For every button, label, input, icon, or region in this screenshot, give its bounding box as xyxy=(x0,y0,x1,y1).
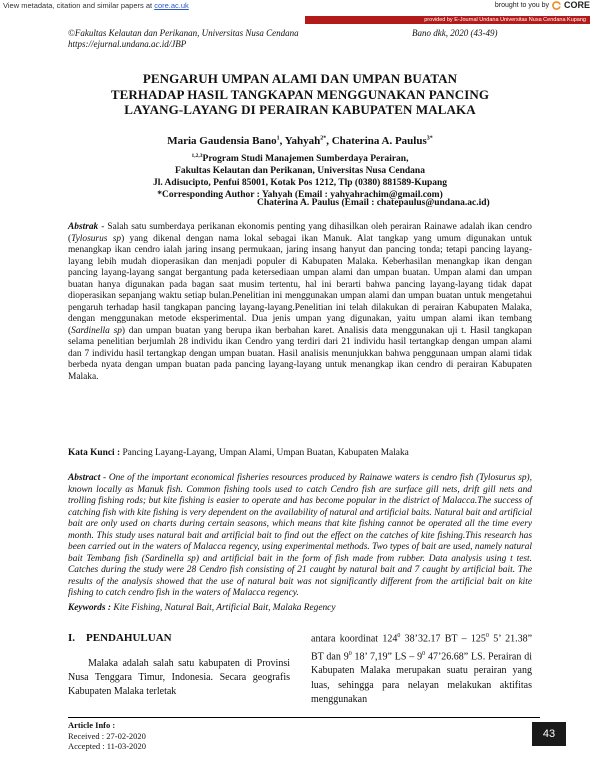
affiliation-block: $^{1,2,3}$Program Studi Manajemen Sumberdaya Perairan, Fakultas Kelautan dan Perikanan, Universitas Nusa Cendana Jl. Adisucipto, Penfui 85001, Kotak Pos 1212, Tlp (0380) 881589-Kupang *Corresponding Author : Yahyah (Email : yahyahrachim@gmail.com) xyxy=(68,150,532,201)
core-logo-text: CORE xyxy=(563,0,590,10)
faculty-line: ©Fakultas Kelautan dan Perikanan, Universitas Nusa Cendana xyxy=(68,28,299,38)
provided-by-bar[interactable]: provided by E-Journal Undana Universitas Nusa Cendana Kupang xyxy=(305,16,590,24)
corresponding-author: *Corresponding Author : Yahyah (Email : yahyahrachim@gmail.com) xyxy=(157,190,443,201)
brought-by-text: brought to you by xyxy=(494,1,549,9)
abstract-english: Abstract - One of the important economical fisheries resources produced by Rainawe waters is cendro fish (Tylosurus sp), known locally as Manuk fish. Common fishing tools used to catch Cendro fish are surface gill nets, drift gill nets and trolling fishing rods; but kite fishing is easier to operate and has become popular in the district of Malacca.The success of catching fish with kite fishing is very dependent on the availability of natural and artificial baits. Natural bait and artificial bait are only used on charts during certain seasons, which means that kite fishing cannot be operated all the time every month. This study uses natural bait and artificial bait to find out the effect on the catches of kite fishing.This research has been carried out in the waters of Malacca regency, using experimental methods. Two types of bait are used, namely natural bait Tembang fish (Sardinella sp) and artificial bait in the form of fish made from rubber. Data analysis using t test. Catches during the study were 28 Cendro fish consisting of 21 caught by natural bait and 7 caught by artificial bait. The results of the analysis showed that the use of natural bait was not significantly different from the artificial bait on kite fishing to catch cendro fish in the waters of Malacca regency. xyxy=(68,473,532,598)
abstrak-label: Abstrak xyxy=(68,222,99,232)
intro-paragraph-left: Malaka adalah salah satu kabupaten di Provinsi Nusa Tenggara Timur, Indonesia. Secara geografis Kabupaten Malaka terletak xyxy=(68,658,290,697)
keywords-english: Keywords : Kite Fishing, Natural Bait, Artificial Bait, Malaka Regency xyxy=(68,603,336,613)
running-citation: Bano dkk, 2020 (43-49) xyxy=(412,28,498,38)
core-site-link[interactable]: core.ac.uk xyxy=(154,1,189,10)
core-brand[interactable] xyxy=(495,0,590,10)
abstract-label: Abstract xyxy=(68,473,101,483)
received-date: Received : 27-02-2020 xyxy=(68,730,146,741)
core-metadata-link[interactable]: View metadata, citation and similar papers at core.ac.uk xyxy=(3,1,189,10)
intro-paragraph-right: antara koordinat $124^0$ 38’32.17 BT – $125^0$ 5’ 21.38” BT dan $9^0$ 18’ 7,19” LS – $9^0$ 47’26.68” LS. Perairan di Kabupaten Malaka merupakan suatu perairan yang luas, sehingga para nelayan melakukan aktifitas menggunakan xyxy=(311,633,533,705)
abstrak-paragraph: Abstrak - Salah satu sumberdaya perikanan ekonomis penting yang dihasilkan oleh perairan Rainawe adalah ikan cendro (Tylosurus sp) yang dikenal dengan nama lokal sebagai ikan Manuk. Alat tangkap yang umum digunakan untuk menangkap ikan cendro ialah jaring insang permukaan, jaring insang hanyut dan pancing tonda; tetapi pancing layang-layang lebih mudah dioperasikan dan menjadi populer di Kabupaten Malaka. Keberhasilan menangkap ikan dengan pancing layang-layang sangat bergantung pada ketersediaan umpan alami dan umpan buatan. Umpan alami dan umpan buatan hanya digunakan pada bagan saat musim tertentu, hal ini berarti bahwa pancing layang-layang tidak dapat dioperasikan sepanjang waktu setiap bulan.Penelitian ini menggunakan umpan alami dan umpan buatan untuk mengetahui pengaruh terhadap hasil tangkapan pancing layang-layang.Penelitian ini telah dilakukan di perairan Kabupaten Malaka, dengan menggunakan metode eksperimental. Dua jenis umpan yang digunakan, yaitu umpan alami ikan tembang (Sardinella sp) dan umpan buatan yang berupa ikan berbahan karet. Analisis data menggunakan uji t. Hasil tangkapan selama penelitian berjumlah 28 individu ikan Cendro yang terdiri dari 21 individu hasil tertangkap dengan umpan alami dan 7 individu hasil tertangkap dengan umpan buatan. Hasil analisis menunjukkan bahwa penggunaan umpan alami tidak berbeda nyata dengan umpan buatan pada pancing layang-layang untuk menangkap ikan cendro di perairan Kabupaten Malaka. xyxy=(68,222,532,382)
core-logo-icon xyxy=(552,1,561,10)
accepted-date: Accepted : 11-03-2020 xyxy=(68,741,147,751)
article-info: Article Info : Received : 27-02-2020 Accepted : 11-03-2020 xyxy=(68,720,147,751)
page-number: 43 xyxy=(532,722,566,746)
journal-url: https://ejurnal.undana.ac.id/JBP xyxy=(68,39,187,49)
journal-header xyxy=(68,28,299,50)
second-author-email: Chaterina A. Paulus (Email : chatepaulus@undana.ac.id) xyxy=(257,198,490,208)
footer-divider xyxy=(68,717,540,718)
paper-title: PENGARUH UMPAN ALAMI DAN UMPAN BUATAN TERHADAP HASIL TANGKAPAN MENGGUNAKAN PANCING LAYANG-LAYANG DI PERAIRAN KABUPATEN MALAKA xyxy=(110,71,490,117)
section-heading-pendahuluan: I. PENDAHULUAN xyxy=(68,632,172,644)
author-list: Maria Gaudensia Bano$^1$, Yahyah$^{2*}$, Chaterina A. Paulus$^{3*}$ xyxy=(167,135,433,147)
kata-kunci: Kata Kunci : Pancing Layang-Layang, Umpan Alami, Umpan Buatan, Kabupaten Malaka xyxy=(68,448,409,458)
